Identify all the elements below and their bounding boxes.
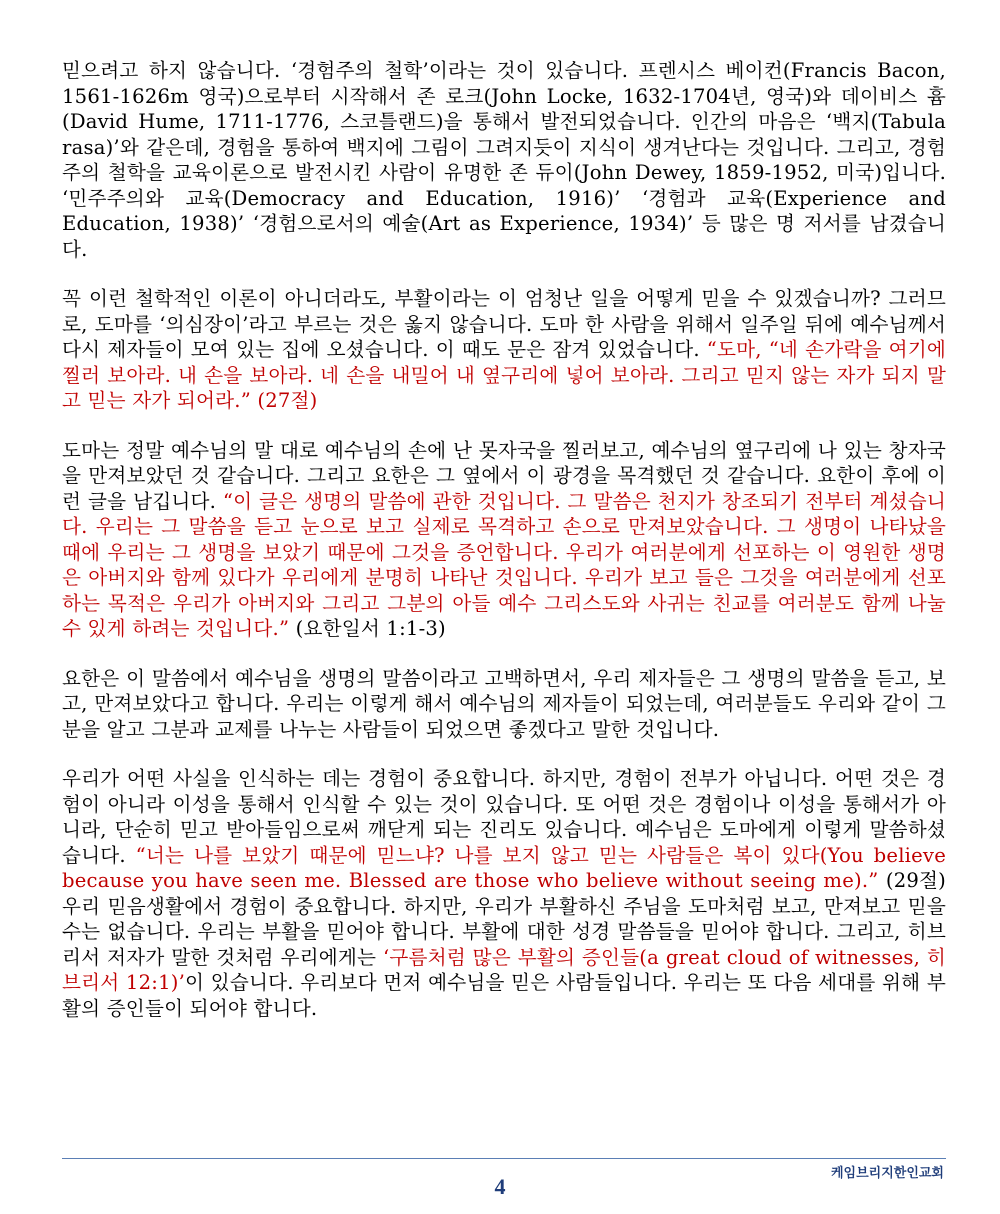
body-text: 이 있습니다. 우리보다 먼저 예수님을 믿은 사람들입니다. 우리는 또 다음 세대를 위해 부활의 증인들이 되어야 합니다. <box>62 971 946 1020</box>
sermon-body <box>62 58 946 1045</box>
scripture-reference: (요한일서 1:1-3) <box>289 617 446 640</box>
church-name: 케임브리지한인교회 <box>830 1166 944 1181</box>
body-text: 우리가 어떤 사실을 인식하는 데는 경험이 중요합니다. 하지만, 경험이 전부가 아닙니다. 어떤 것은 경험이 아니라 이성을 통해서 인식할 수 있는 것이 있습니다. 또 어떤 것은 경험이나 이성을 통해서가 아니라, 단순히 믿고 받아들임으로써 깨닫게 되는 진리도 있습니다. 예수님은 도마에게 이렇게 말씀하셨습니다. <box>62 767 946 867</box>
footer-divider <box>62 1158 946 1159</box>
paragraph-4 <box>62 666 946 743</box>
body-text: 요한은 이 말씀에서 예수님을 생명의 말씀이라고 고백하면서, 우리 제자들은 그 생명의 말씀을 듣고, 보고, 만져보았다고 합니다. 우리는 이렇게 해서 예수님의 제자들이 되었는데, 여러분들도 우리와 같이 그분을 알고 그분과 교제를 나누는 사람들이 되었으면 좋겠다고 말한 것입니다. <box>62 666 946 741</box>
scripture-quote: “도마, “네 손가락을 여기에 찔러 보아라. 내 손을 보아라. 네 손을 내밀어 내 옆구리에 넣어 보아라. 그리고 믿지 않는 자가 되지 말고 믿는 자가 되어라.” (27절) <box>62 338 946 412</box>
body-text: 꼭 이런 철학적인 이론이 아니더라도, 부활이라는 이 엄청난 일을 어떻게 믿을 수 있겠습니까? 그러므로, 도마를 ‘의심장이’라고 부르는 것은 옳지 않습니다. 도마 한 사람을 위해서 일주일 뒤에 예수님께서 다시 제자들이 모여 있는 집에 오셨습니다. 이 때도 문은 잠겨 있었습니다. <box>62 287 946 361</box>
body-text: (29절) 우리 믿음생활에서 경험이 중요합니다. 하지만, 우리가 부활하신 주님을 도마처럼 보고, 만져보고 믿을 수는 없습니다. 우리는 부활을 믿어야 합니다. 부활에 대한 성경 말씀들을 믿어야 합니다. 그리고, 히브리서 저자가 말한 것처럼 우리에게는 <box>62 869 946 969</box>
body-text: 도마는 정말 예수님의 말 대로 예수님의 손에 난 못자국을 찔러보고, 예수님의 옆구리에 나 있는 창자국을 만져보았던 것 같습니다. 그리고 요한은 그 옆에서 이 광경을 목격했던 것 같습니다. 요한이 후에 이런 글을 남깁니다. <box>62 438 946 513</box>
paragraph-3 <box>62 438 946 642</box>
paragraph-2 <box>62 286 946 414</box>
page-number: 4 <box>494 1174 506 1199</box>
scripture-quote: “너는 나를 보았기 때문에 믿느냐? 나를 보지 않고 믿는 사람들은 복이 있다(You believe because you have seen me. Blessed are those who believe without seeing me).” <box>62 843 946 892</box>
scripture-quote: “이 글은 생명의 말씀에 관한 것입니다. 그 말씀은 천지가 창조되기 전부터 계셨습니다. 우리는 그 말씀을 듣고 눈으로 보고 실제로 목격하고 손으로 만져보았습니다. 그 생명이 나타났을 때에 우리는 그 생명을 보았기 때문에 그것을 증언합니다. 우리가 여러분에게 선포하는 이 영원한 생명은 아버지와 함께 있다가 우리에게 분명히 나타난 것입니다. 우리가 보고 들은 그것을 여러분에게 선포하는 목적은 우리가 아버지와 그리고 그분의 아들 예수 그리스도와 사귀는 친교를 여러분도 함께 나눌 수 있게 하려는 것입니다.” <box>62 489 946 640</box>
paragraph-1 <box>62 58 946 262</box>
body-text: 믿으려고 하지 않습니다. ‘경험주의 철학’이라는 것이 있습니다. 프렌시스 베이컨(Francis Bacon, 1561-1626m 영국)으로부터 시작해서 존 로크(John Locke, 1632-1704년, 영국)와 데이비스 흄(David Hume, 1711-1776, 스코틀랜드)을 통해서 발전되었습니다. 인간의 마음은 ‘백지(Tabula rasa)’와 같은데, 경험을 통하여 백지에 그림이 그려지듯이 지식이 생겨난다는 것입니다. 그리고, 경험주의 철학을 교육이론으로 발전시킨 사람이 유명한 존 듀이(John Dewey, 1859-1952, 미국)입니다. ‘민주주의와 교육(Democracy and Education, 1916)’ ‘경험과 교육(Experience and Education, 1938)’ ‘경험으로서의 예술(Art as Experience, 1934)’ 등 많은 명 저서를 남겼습니다. <box>62 59 946 261</box>
scripture-quote: ‘구름처럼 많은 부활의 증인들(a great cloud of witnesses, 히브리서 12:1)’ <box>62 945 946 994</box>
paragraph-5 <box>62 766 946 1021</box>
